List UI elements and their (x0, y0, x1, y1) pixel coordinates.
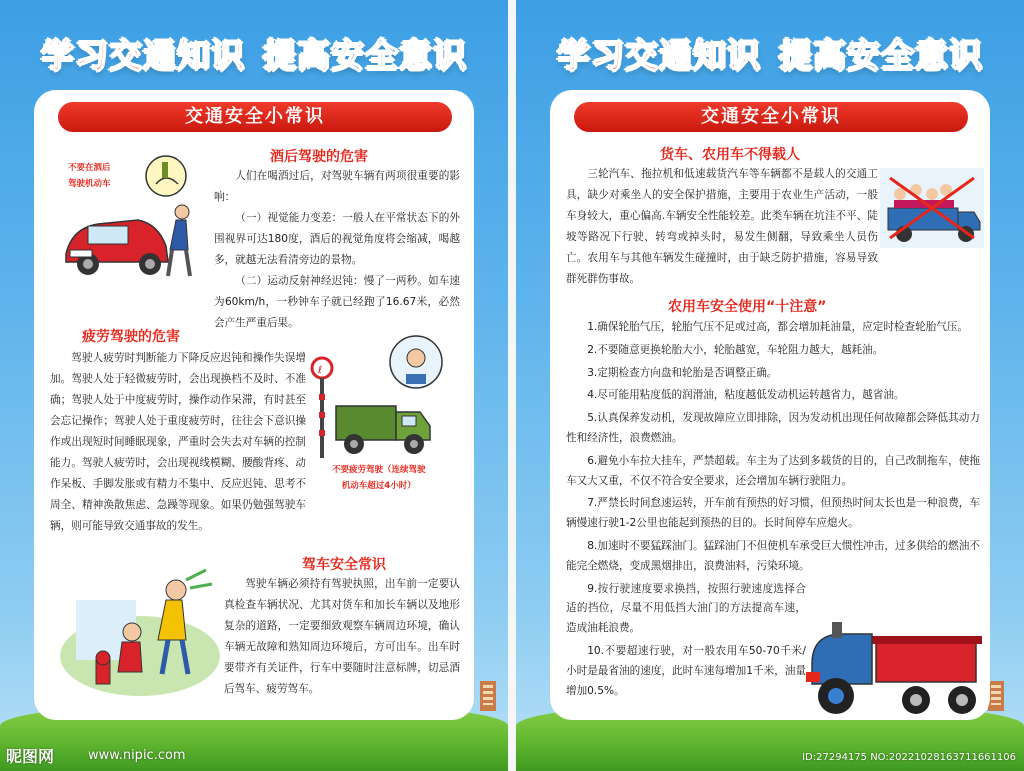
fatigue-paragraph: 驾驶人疲劳时判断能力下降反应迟钝和操作失误增加。驾驶人处于轻微疲劳时，会出现换档不及时、不准确；驾驶人处于中度疲劳时，操作动作呆滞，有时甚至会忘记操作；驾驶人处于重度疲劳时，往往会下意识操作或出现短时间睡眠现象，严重时会失去对车辆的控制能力。驾驶人疲劳时，会出现视线模糊、腰酸背疼、动作呆板、手脚发胀或有精力不集中、反应迟钝、思考不周全、精神涣散焦虑、急躁等现象。如果仍勉强驾驶车辆，则可能导致交通事故的发生。 (50, 352, 306, 532)
drunk-paragraph-2: （一）视觉能力变差：一般人在平常状态下的外围视界可达180度，酒后的视觉角度将会缩减，喝越多，就越无法看清旁边的景物。 (214, 212, 460, 266)
drunk-driving-illustration (58, 154, 198, 286)
fatigue-section-title: 疲劳驾驶的危害 (82, 329, 180, 345)
drunk-caption-line1: 不要在酒后 (68, 163, 111, 173)
note-item-8: 8.加速时不要猛踩油门。猛踩油门不但使机车承受巨大惯性冲击，过多供给的燃油不能完全燃烧，变成黑烟排出，浪费油料，污染环境。 (566, 539, 980, 572)
title-part1-right: 学习交通知识 (557, 36, 761, 75)
driving-section-title: 驾车安全常识 (302, 557, 386, 573)
drunk-section-title: 酒后驾驶的危害 (270, 149, 368, 165)
cargo-paragraph: 三轮汽车、拖拉机和低速载货汽车等车辆都不是载人的交通工具，缺少对乘坐人的安全保护措施，主要用于农业生产活动，一般车身较大，重心偏高.车辆安全性能较差。此类车辆在坑洼不平、陡坡等路况下行驶、转弯或掉头时，易发生侧翻，导致乘坐人员伤亡。农用车与其他车辆发生碰撞时，由于缺乏防护措施，容易导致群死群伤事故。 (566, 168, 878, 285)
note-item-4: 4.尽可能用粘度低的润滑油，粘度越低发动机运转越省力，越省油。 (587, 389, 905, 402)
poster-divider (508, 0, 516, 771)
fatigue-driving-illustration (306, 334, 456, 462)
fatigue-caption-line1: 不要疲劳驾驶（连续驾驶 (332, 465, 426, 475)
notes-section-title: 农用车安全使用“十注意” (668, 299, 827, 315)
driving-section-text (224, 574, 460, 700)
fatigue-caption-line2: 机动车超过4小时） (341, 481, 416, 491)
cargo-truck-illustration (880, 168, 984, 248)
note-item-5: 5.认真保养发动机，发现故障应立即排除，因为发动机出现任何故障都会降低其动力性和经济性，浪费燃油。 (566, 412, 980, 444)
title-part2: 提高安全意识 (263, 36, 467, 75)
note-item-7: 7.严禁长时间怠速运转，开车前有预热的好习惯，但预热时间太长也是一种浪费，车辆慢速行驶1-2公里也能起到预热的目的。长时间停车应熄火。 (566, 497, 980, 530)
note-item-9: 9.按行驶速度要求换挡，按照行驶速度选择合适的挡位，尽量不用低挡大油门的方法提高车速，造成油耗浪费。 (566, 582, 806, 635)
content-card (34, 90, 474, 720)
fatigue-section-text (50, 348, 306, 537)
fatigue-caption (332, 462, 426, 494)
svg-text:ℓ: ℓ (318, 365, 323, 376)
driving-safety-illustration (56, 560, 224, 700)
right-poster (516, 0, 1024, 771)
section-banner: 交通安全小常识 (58, 102, 452, 132)
left-poster (0, 0, 508, 771)
note-item-3: 3.定期检查方向盘和轮胎是否调整正确。 (587, 366, 778, 379)
drunk-paragraph-1: 人们在喝酒过后，对驾驶车辆有两项很重要的影响： (214, 170, 460, 203)
building-decoration-right (988, 681, 1004, 711)
poster-title-right (516, 30, 1024, 77)
drunk-paragraph-3: （二）运动反射神经迟钝：慢了一两秒。如车速为60km/h，一秒钟车子就已经跑了16.67米，必然会产生严重后果。 (214, 275, 460, 329)
drunk-caption-line2: 驾驶机动车 (68, 179, 111, 189)
cargo-section-title: 货车、农用车不得载人 (660, 147, 800, 163)
drunk-section-text (214, 166, 460, 334)
cargo-section-text (566, 164, 878, 290)
note-item-1: 1.确保轮胎气压，轮胎气压不足或过高，都会增加耗油量，应定时检查轮胎气压。 (587, 321, 969, 333)
image-id: ID:27294175 NO:20221028163711661106 (802, 752, 1016, 763)
title-part1: 学习交通知识 (41, 36, 245, 75)
poster-title (0, 30, 508, 77)
driving-paragraph: 驾驶车辆必须持有驾驶执照，出车前一定要认真检查车辆状况、尤其对货车和加长车辆以及地形复杂的道路，一定要细致观察车辆周边环境，确认车辆无故障和熟知周边环境后，方可出车。出车时要带齐有关证件，行车中要随时注意标牌，切忌酒后驾车、疲劳驾车。 (224, 578, 460, 695)
note-item-6: 6.避免小车拉大挂车，严禁超载。车主为了达到多载货的目的，自己改制拖车，使拖车又大又重，不仅不符合安全要求，还会增加车辆行驶阻力。 (566, 454, 980, 487)
note-item-2: 2.不要随意更换轮胎大小，轮胎越宽，车轮阻力越大，越耗油。 (587, 343, 884, 356)
note-item-10: 10.不要超速行驶，对一般农用车50-70千米/小时是最省油的速度，此时车速每增加1千米，油量增加0.5%。 (566, 644, 806, 697)
site-url: www.nipic.com (88, 748, 186, 763)
farm-vehicle-illustration (806, 612, 986, 722)
title-part2-right: 提高安全意识 (779, 36, 983, 75)
site-logo: 昵图网 (6, 747, 55, 766)
section-banner-right: 交通安全小常识 (574, 102, 968, 132)
building-decoration (480, 681, 496, 711)
